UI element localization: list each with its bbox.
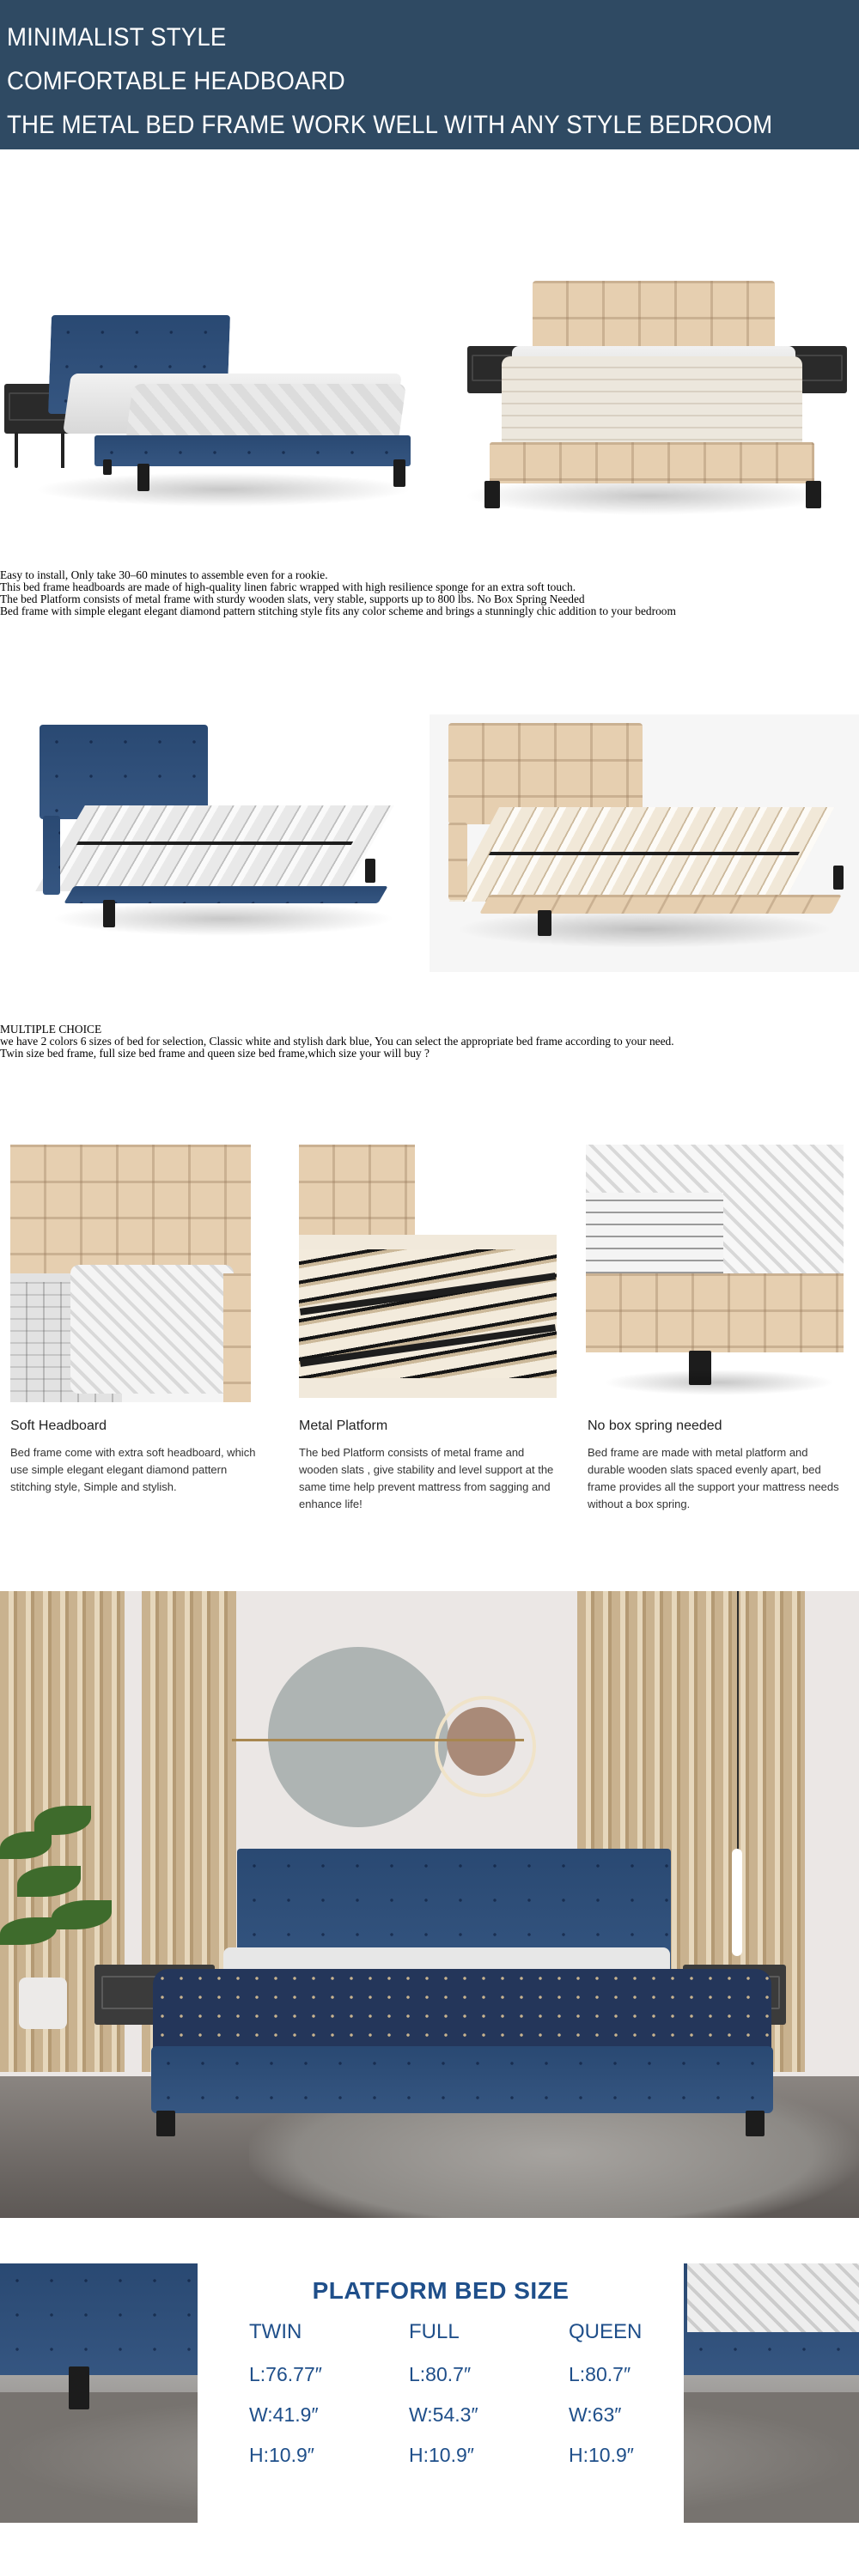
size-width: W:63″ bbox=[569, 2403, 622, 2426]
blue-bed-image bbox=[0, 288, 430, 519]
beige-bed-image bbox=[430, 270, 859, 528]
size-chart-title: PLATFORM BED SIZE bbox=[312, 2277, 570, 2304]
feature-title-soft-headboard: Soft Headboard bbox=[10, 1419, 107, 1433]
size-length: L:80.7″ bbox=[569, 2363, 631, 2385]
choice-heading: MULTIPLE CHOICE bbox=[0, 1023, 102, 1036]
banner-line-style: MINIMALIST STYLE bbox=[7, 23, 227, 52]
choice-line-colors: we have 2 colors 6 sizes of bed for selection, Classic white and stylish dark blue, You can select the appropriate bed frame according to your need. bbox=[0, 1035, 674, 1048]
intro-line-headboard: This bed frame headboards are made of high-quality linen fabric wrapped with high resilience sponge for an extra soft touch. bbox=[0, 580, 576, 593]
size-width: W:54.3″ bbox=[409, 2403, 478, 2426]
size-length: L:76.77″ bbox=[249, 2363, 322, 2385]
intro-line-style: Bed frame with simple elegant elegant diamond pattern stitching style fits any color scheme and brings a stunningly chic addition to your bedroom bbox=[0, 605, 676, 617]
size-label: QUEEN bbox=[569, 2320, 643, 2343]
choice-line-sizes: Twin size bed frame, full size bed frame and queen size bed frame,which size your will buy ? bbox=[0, 1047, 430, 1060]
size-width: W:41.9″ bbox=[249, 2403, 319, 2426]
feature-title-metal-platform: Metal Platform bbox=[299, 1419, 388, 1433]
size-col-twin bbox=[249, 2315, 404, 2476]
soft-headboard-image bbox=[10, 1145, 251, 1402]
intro-line-install: Easy to install, Only take 30–60 minutes to assemble even for a rookie. bbox=[0, 568, 328, 581]
feature-desc-soft-headboard: Bed frame come with extra soft headboard, which use simple elegant elegant diamond pattern stitching style, Simple and stylish. bbox=[10, 1446, 256, 1493]
header-banner bbox=[0, 0, 859, 149]
banner-line-headboard: COMFORTABLE HEADBOARD bbox=[7, 67, 345, 95]
size-length: L:80.7″ bbox=[409, 2363, 472, 2385]
blue-frame-image bbox=[17, 713, 412, 970]
choice-text bbox=[0, 1024, 674, 1060]
size-label: FULL bbox=[409, 2320, 460, 2343]
size-chart-panel bbox=[198, 2263, 684, 2523]
size-col-full bbox=[409, 2315, 564, 2476]
size-height: H:10.9″ bbox=[409, 2444, 474, 2466]
size-height: H:10.9″ bbox=[249, 2444, 314, 2466]
feature-title-no-box-spring: No box spring needed bbox=[588, 1419, 722, 1433]
bedroom-scene-image bbox=[0, 1591, 859, 2218]
metal-platform-image bbox=[299, 1145, 557, 1402]
wall-art bbox=[268, 1647, 448, 1827]
beige-frame-image bbox=[430, 714, 859, 972]
banner-line-frame: THE METAL BED FRAME WORK WELL WITH ANY STYLE BEDROOM bbox=[7, 111, 773, 139]
feature-desc-metal-platform: The bed Platform consists of metal frame and wooden slats , give stability and level support at the same time help prevent mattress from sagging and enhance life! bbox=[299, 1446, 554, 1510]
feature-desc-no-box-spring: Bed frame are made with metal platform and durable wooden slats spaced evenly apart, bed frame provides all the support your mattress needs without a box spring. bbox=[588, 1446, 839, 1510]
intro-text bbox=[0, 569, 676, 617]
size-label: TWIN bbox=[249, 2320, 302, 2343]
no-box-spring-image bbox=[586, 1145, 844, 1402]
intro-line-platform: The bed Platform consists of metal frame with sturdy wooden slats, very stable, supports up to 800 lbs. No Box Spring Needed bbox=[0, 592, 585, 605]
size-col-queen bbox=[569, 2315, 723, 2476]
size-chart-section bbox=[0, 2263, 859, 2523]
size-height: H:10.9″ bbox=[569, 2444, 634, 2466]
